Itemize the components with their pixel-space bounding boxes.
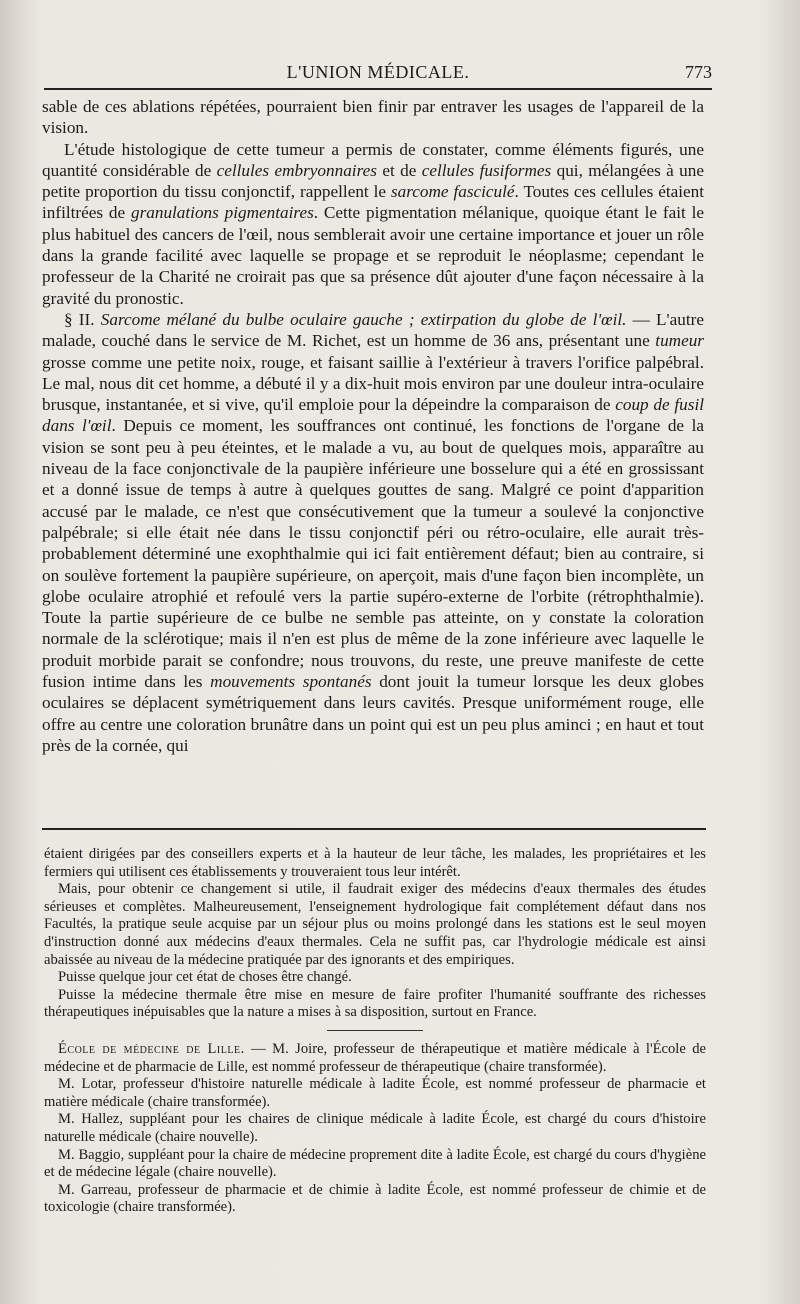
section-number: § II. (64, 309, 95, 329)
feuilleton-divider (42, 828, 706, 830)
paragraph: Mais, pour obtenir ce changement si utile, il faudrait exiger des médecins d'eaux thermales des études sérieuses et complètes. Malheureusement, l'enseignement hydrologique fait complétement défaut dans nos Facultés, la pratique seule acquise par un séjour plus ou moins prolongé dans les stations est le seul moyen d'instruction donné aux médecins d'eaux thermales. Cela ne suffit pas, car l'hydrologie médicale est ainsi abaissée au niveau de la médecine pratiquée par des ignorants et des empiriques. (44, 881, 706, 968)
news-item: M. Garreau, professeur de pharmacie et de chimie à ladite École, est nommé professeur de chimie et de toxicologie (chaire transformée). (44, 1181, 706, 1216)
paragraph: Puisse la médecine thermale être mise en mesure de faire profiter l'humanité souffrante des richesses thérapeutiques inépuisables que la nature a mises à sa disposition, surtout en France. (44, 986, 706, 1021)
news-item: M. Hallez, suppléant pour les chaires de clinique médicale à ladite École, est chargé du cours d'histoire naturelle médicale (chaire nouvelle). (44, 1111, 706, 1145)
news-heading: École de médecine de Lille. (58, 1040, 245, 1057)
news-item: École de médecine de Lille. — M. Joire, professeur de thérapeutique et matière médicale à l'École de médecine et de pharmacie de Lille, est nommé professeur de thérapeutique (chaire transformée). (44, 1040, 706, 1075)
feuilleton-text (44, 846, 706, 1217)
paragraph: L'étude histologique de cette tumeur a permis de constater, comme éléments figurés, une quantité considérable de cellules embryonnaires et de cellules fusiformes qui, mélangées à une petite proportion du tissu conjonctif, rappellent le sarcome fasciculé. Toutes ces cellules étaient infiltrées de granulations pigmentaires. Cette pigmentation mélanique, quoique étant le fait le plus habituel des cancers de l'œil, nous semblerait avoir une certaine importance et jouer un rôle dans la grande facilité avec laquelle se propage et se reproduit le néoplasme; cependant le professeur de la Charité ne croirait pas que sa présence dût ajouter d'une façon nécessaire à la gravité du pronostic. (42, 139, 705, 308)
section-title: Sarcome mélané du bulbe oculaire gauche ; extirpation du globe de l'œil. (100, 309, 627, 329)
paragraph: sable de ces ablations répétées, pourraient bien finir par entraver les usages de l'appareil de la vision. (42, 97, 704, 138)
page-number: 773 (685, 62, 712, 82)
running-title: L'UNION MÉDICALE. (286, 62, 470, 82)
paragraph: Puisse quelque jour cet état de choses être changé. (58, 969, 352, 986)
main-article-text (42, 96, 704, 756)
news-item: M. Baggio, suppléant pour la chaire de médecine proprement dite à ladite École, est chargé du cours d'hygiène et de médecine légale (chaire nouvelle). (44, 1146, 706, 1181)
page-header (44, 60, 712, 90)
short-divider (327, 1030, 423, 1031)
paragraph: étaient dirigées par des conseillers experts et à la hauteur de leur tâche, les malades, les propriétaires et les fermiers qui utilisent ces établissements y trouveraient tous leur intérêt. (44, 846, 706, 880)
paragraph: § II. Sarcome mélané du bulbe oculaire gauche ; extirpation du globe de l'œil. — L'autre malade, couché dans le service de M. Richet, est un homme de 36 ans, présentant une tumeur grosse comme une petite noix, rouge, et faisant saillie à l'extérieur à travers l'orifice palpébral. Le mal, nous dit cet homme, a débuté il y a dix-huit mois environ par une douleur intra-oculaire brusque, instantanée, et si vive, qu'il emploie pour la dépeindre la comparaison de coup de fusil dans l'œil. Depuis ce moment, les souffrances ont continué, les fonctions de l'organe de la vision se sont peu à peu éteintes, et le malade a vu, au bout de quelques mois, apparaître au niveau de la face conjonctivale de la paupière inférieure une bosselure qui a été en grossissant et a donné issue de temps à autre à quelques gouttes de sang. Malgré ce point d'apparition accusé par le malade, ce n'est que consécutivement que la tumeur a soulevé la conjonctive palpébrale; si elle était née dans le tissu conjonctif péri ou rétro-oculaire, elle aurait très-probablement déterminé une exophthalmie qui ici fait entièrement défaut; bien au contraire, si on soulève fortement la paupière supérieure, on aperçoit, mais d'une façon bien incomplète, un globe oculaire atrophié et refoulé vers la partie supéro-externe de l'orbite (rétrophthalmie). Toute la partie supérieure de ce bulbe ne semble pas atteinte, on y constate la coloration normale de la sclérotique; mais il n'en est plus de même de la zone inférieure avec laquelle le produit morbide parait se confondre; nous trouvons, du reste, une preuve manifeste de cette fusion intime dans les mouvements spontanés dont jouit la tumeur lorsque les deux globes oculaires se déplacent symétriquement dans leurs cavités. Presque uniformément rouge, elle offre au centre une coloration brunâtre dans un point qui est un peu plus aminci ; en haut et tout près de la cornée, qui (42, 309, 705, 755)
news-item: M. Lotar, professeur d'histoire naturelle médicale à ladite École, est nommé professeur de pharmacie et matière médicale (chaire transformée). (44, 1076, 706, 1110)
